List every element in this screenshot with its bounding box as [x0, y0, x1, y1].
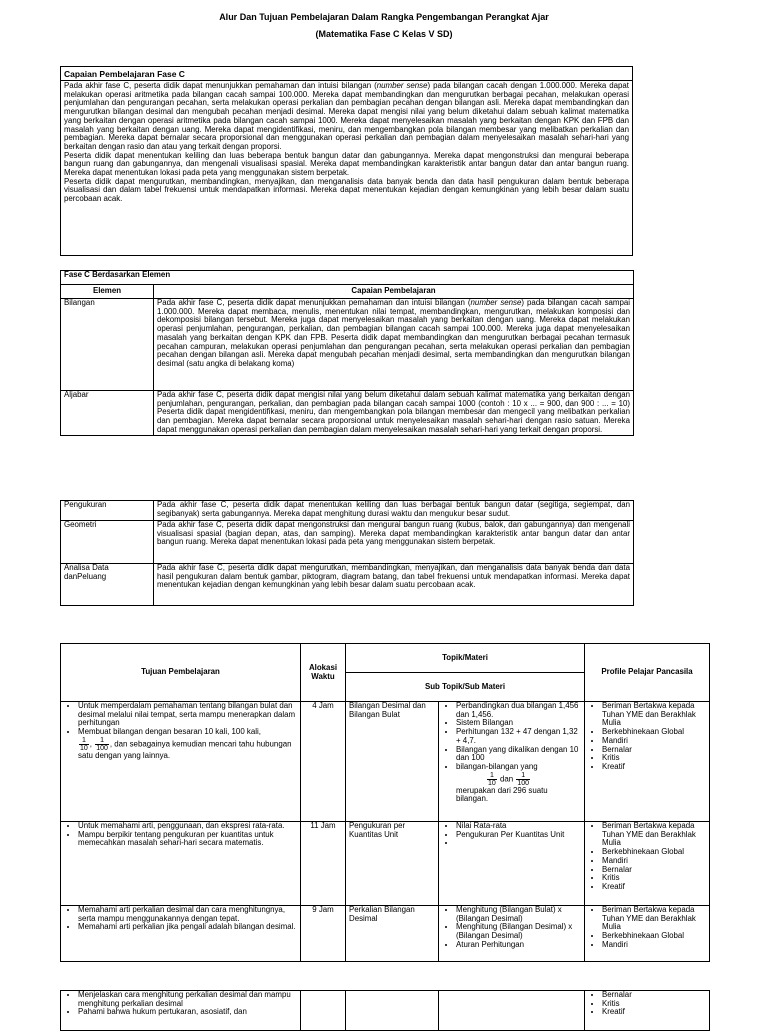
- table-row: [61, 991, 710, 1031]
- tujuan-item: • Membuat bilangan dengan besaran 10 kali, 100 kali, $\frac{1}{10}$ , $\frac{1}{100}$ , dan sebagainya kemudian mencari tahu hubungan satu dengan yang lainnya.: [78, 728, 297, 760]
- profil-item: • Beriman Bertakwa kepada Tuhan YME dan Berakhlak Mulia: [602, 702, 706, 728]
- alokasi-cell: [301, 991, 346, 1031]
- alokasi-cell: 11 Jam: [301, 822, 346, 906]
- subtopik-item: • Aturan Perhitungan: [456, 941, 581, 950]
- profil-cell: [585, 906, 710, 962]
- subtopik-cell: [439, 822, 585, 906]
- tujuan-item: • Pahami bahwa hukum pertukaran, asosiatif, dan: [78, 1008, 297, 1017]
- profil-item: • Beriman Bertakwa kepada Tuhan YME dan Berakhlak Mulia: [602, 822, 706, 848]
- capaian-col-header: Capaian Pembelajaran: [154, 285, 634, 299]
- profil-item: • Bernalar: [602, 866, 706, 875]
- profil-item: • Kritis: [602, 874, 706, 883]
- table-row: [61, 564, 634, 606]
- subtopik-item: • Sistem Bilangan: [456, 719, 581, 728]
- profil-item: • Bernalar: [602, 746, 706, 755]
- table-row: [61, 822, 710, 906]
- table-row: [61, 299, 634, 391]
- alokasi-cell: 9 Jam: [301, 906, 346, 962]
- tujuan-table: [60, 643, 710, 962]
- table-row: [61, 501, 634, 521]
- profil-item: • Kritis: [602, 1000, 706, 1009]
- tujuan-item: • Untuk memahami arti, penggunaan, dan ekspresi rata-rata.: [78, 822, 297, 831]
- tujuan-cell: [61, 991, 301, 1031]
- elemen-name: Analisa Data danPeluang: [61, 564, 154, 606]
- elemen-name: Bilangan: [61, 299, 154, 391]
- elemen-text: Pada akhir fase C, peserta didik dapat menentukan keliling dan luas berbagai bentuk bangun datar (segitiga, segiempat, dan segibanyak) serta gabungannya. Mereka dapat menghitung durasi waktu dan mengukur besar sudut.: [154, 501, 634, 521]
- tujuan-item: • Menjelaskan cara menghitung perkalian desimal dan mampu menghitung perkalian desimal: [78, 991, 297, 1008]
- capaian-box: [60, 66, 633, 256]
- topik-cell: Perkalian Bilangan Desimal: [346, 906, 439, 962]
- profil-item: • Kreatif: [602, 883, 706, 892]
- subtopik-item: • Bilangan yang dikalikan dengan 10 dan 100: [456, 746, 581, 763]
- tujuan-item: • Memahami arti perkalian desimal dan cara menghitungnya, serta mampu menggunakannya dengan tepat.: [78, 906, 297, 923]
- fraction: $\frac{1}{100}$: [517, 771, 530, 787]
- elemen-heading: Fase C Berdasarkan Elemen: [61, 271, 634, 285]
- profil-item: • Berkebhinekaan Global: [602, 728, 706, 737]
- profil-col-header: Profile Pelajar Pancasila: [585, 644, 710, 702]
- topik-cell: [346, 991, 439, 1031]
- profil-item: • Berkebhinekaan Global: [602, 848, 706, 857]
- fraction: $\frac{1}{100}$: [96, 736, 108, 752]
- capaian-heading: Capaian Pembelajaran Fase C: [61, 67, 632, 81]
- tujuan-cell: [61, 702, 301, 822]
- subtopik-item: • Perbandingkan dua bilangan 1,456 dan 1,456.: [456, 702, 581, 719]
- elemen-name: Geometri: [61, 521, 154, 564]
- elemen-text: Pada akhir fase C, peserta didik dapat menunjukkan pemahaman dan intuisi bilangan (number sense) pada bilangan cacah sampai 1.000.000. Mereka dapat membaca, menulis, menentukan nilai tempat, membandingkan, mengurutkan, melakukan komposisi dan dekomposisi bilangan tersebut. Mereka juga dapat menyelesaikan masalah yang berkaitan dengan uang. Mereka dapat melakukan operasi penjumlahan, pengurangan, perkalian, dan pembagian bilangan cacah sampai 100.000. Mereka juga dapat menyelesaikan masalah yang berkaitan dengan KPK dan FPB. Peserta didik dapat membandingkan dan mengurutkan berbagai pecahan termasuk pecahan campuran, melakukan operasi penjumlahan dan pengurangan pecahan, serta melakukan operasi perkalian dan pembagian pecahan dengan bilangan asli. Mereka dapat mengubah pecahan menjadi desimal, serta membandingkan dan mengurutkan bilangan desimal (satu angka di belakang koma): [154, 299, 634, 391]
- fraction: $\frac{1}{10}$: [488, 771, 496, 787]
- elemen-text: Pada akhir fase C, peserta didik dapat mengurutkan, membandingkan, menyajikan, dan menganalisis data banyak benda dan data hasil pengukuran dalam bentuk gambar, piktogram, diagram batang, dan tabel frekuensi untuk mendapatkan informasi. Mereka dapat menentukan kejadian dengan kemungkinan yang lebih besar dalam suatu percobaan acak.: [154, 564, 634, 606]
- tujuan-cell: [61, 906, 301, 962]
- tujuan-item: • Mampu berpikir tentang pengukuran per kuantitas untuk memecahkan masalah sehari-hari secara matematis.: [78, 831, 297, 848]
- tujuan-item: • Memahami arti perkalian jika pengali adalah bilangan desimal.: [78, 923, 297, 932]
- elemen-text: Pada akhir fase C, peserta didik dapat mengisi nilai yang belum diketahui dalam sebuah kalimat matematika yang berkaitan dengan penjumlahan, pengurangan, perkalian, dan pembagian pada bilangan cacah sampai 1000 (contoh : 10 x ... = 900, dan 900 : ... = 10) Peserta didik dapat mengidentifikasi, meniru, dan mengembangkan pola bilangan membesar dan mengecil yang melibatkan perkalian dan pembagian. Mereka dapat bernalar secara proporsional untuk menyelesaikan masalah sehari-hari dengan rasio satuan. Mereka dapat menggunakan operasi perkalian dan pembagian dalam menyelesaikan masalah sehari-hari yang terkait dengan proporsi.: [154, 391, 634, 436]
- elemen-table: [60, 270, 634, 436]
- subtopik-item: • Perhitungan 132 + 47 dengan 1,32 + 4,7.: [456, 728, 581, 745]
- capaian-paragraph-2: Peserta didik dapat menentukan keliling dan luas beberapa bentuk bangun datar dan gabungannya. Mereka dapat mengonstruksi dan mengurai beberapa bangun ruang dan gabungannya, dan mengenali visualisasi spasial. Mereka dapat membandingkan karakteristik antar bangun datar dan antar bangun ruang. Mereka dapat menentukan lokasi pada peta yang menggunakan sistem berpetak.: [64, 150, 629, 178]
- subtopik-cell: [439, 906, 585, 962]
- tujuan-col-header: Tujuan Pembelajaran: [61, 644, 301, 702]
- subtopik-item: [456, 839, 581, 848]
- profil-item: • Kreatif: [602, 1008, 706, 1017]
- profil-cell: [585, 991, 710, 1031]
- alokasi-col-header: Alokasi Waktu: [301, 644, 346, 702]
- subtopik-item: • Menghitung (Bilangan Bulat) x (Bilangan Desimal): [456, 906, 581, 923]
- elemen-name: Aljabar: [61, 391, 154, 436]
- subtopik-col-header: Sub Topik/Sub Materi: [346, 673, 585, 702]
- profil-cell: [585, 822, 710, 906]
- capaian-body: [61, 81, 632, 205]
- subtopik-item: • bilangan-bilangan yang $\frac{1}{10}$ dan $\frac{1}{100}$ merupakan dari 296 suatu bilangan.: [456, 763, 581, 804]
- subtopik-item: • Nilai Rata-rata: [456, 822, 581, 831]
- profil-item: • Mandiri: [602, 737, 706, 746]
- profil-item: • Mandiri: [602, 857, 706, 866]
- elemen-text: Pada akhir fase C, peserta didik dapat mengonstruksi dan mengurai bangun ruang (kubus, balok, dan gabungannya) dan mengenali visualisasi spasial (bagian depan, atas, dan samping). Mereka dapat membandingkan karakteristik antar bangun datar dan antar bangun ruang. Mereka dapat menentukan lokasi pada peta yang menggunakan sistem berpetak.: [154, 521, 634, 564]
- table-row: [61, 702, 710, 822]
- capaian-paragraph-3: Peserta didik dapat mengurutkan, membandingkan, menyajikan, dan menganalisis data banyak benda dan data hasil pengukuran dalam bentuk beberapa visualisasi dan dalam tabel frekuensi untuk mendapatkan informasi. Mereka dapat menentukan kejadian dengan kemungkinan yang lebih besar dalam suatu percobaan acak.: [64, 176, 629, 204]
- subtopik-cell: [439, 702, 585, 822]
- subtopik-cell: [439, 991, 585, 1031]
- fraction: $\frac{1}{10}$: [80, 736, 88, 752]
- table-row: [61, 906, 710, 962]
- topik-cell: Bilangan Desimal dan Bilangan Bulat: [346, 702, 439, 822]
- subtopik-item: • Pengukuran Per Kuantitas Unit: [456, 831, 581, 840]
- profil-cell: [585, 702, 710, 822]
- topik-cell: Pengukuran per Kuantitas Unit: [346, 822, 439, 906]
- capaian-paragraph-1: Pada akhir fase C, peserta didik dapat menunjukkan pemahaman dan intuisi bilangan (number sense) pada bilangan cacah dengan 1.000.000. Mereka dapat melakukan operasi aritmetika pada bilangan cacah sampai 100.000. Mereka dapat membandingkan dan mengurutkan berbagai pecahan, melakukan operasi penjumlahan dan pengurangan pecahan, serta melakukan operasi perkalian dan pembagian pecahan dengan bilangan asli. Mereka dapat membandingkan dan mengurutkan bilangan desimal dan mengubah pecahan menjadi desimal. Mereka dapat mengisi nilai yang belum diketahui dalam sebuah kalimat matematika yang berkaitan dengan operasi aritmetika pada bilangan cacah sampai 1000. Mereka dapat menyelesaikan masalah yang berkaitan dengan KPK dan FPB dan masalah yang berkaitan dengan uang. Mereka dapat mengidentifikasi, meniru, dan mengembangkan pola bilangan membesar yang melibatkan perkalian dan pembagian. Mereka dapat bernalar secara proporsional dan menggunakan operasi perkalian dan pembagian dalam menyelesaikan masalah sehari-hari yang berkaitan dengan rasio dan atau yang terkait dengan proporsi.: [64, 81, 629, 151]
- elemen-table-continued: [60, 500, 634, 606]
- profil-item: • Kreatif: [602, 763, 706, 772]
- elemen-name: Pengukuran: [61, 501, 154, 521]
- alokasi-cell: 4 Jam: [301, 702, 346, 822]
- tujuan-table-continued: [60, 990, 710, 1031]
- profil-item: • Beriman Bertakwa kepada Tuhan YME dan Berakhlak Mulia: [602, 906, 706, 932]
- topik-col-header: Topik/Materi: [346, 644, 585, 673]
- document-subtitle: (Matematika Fase C Kelas V SD): [315, 29, 453, 39]
- profil-item: • Berkebhinekaan Global: [602, 932, 706, 941]
- tujuan-item: • Untuk memperdalam pemahaman tentang bilangan bulat dan desimal melalui nilai tempat, serta mampu menerapkan dalam perhitungan: [78, 702, 297, 728]
- profil-item: • Kritis: [602, 754, 706, 763]
- profil-item: • Mandiri: [602, 941, 706, 950]
- profil-item: • Bernalar: [602, 991, 706, 1000]
- tujuan-cell: [61, 822, 301, 906]
- table-row: [61, 391, 634, 436]
- subtopik-item: • Menghitung (Bilangan Desimal) x (Bilangan Desimal): [456, 923, 581, 940]
- table-row: [61, 521, 634, 564]
- elemen-col-header: Elemen: [61, 285, 154, 299]
- document-title: Alur Dan Tujuan Pembelajaran Dalam Rangka Pengembangan Perangkat Ajar: [219, 12, 549, 22]
